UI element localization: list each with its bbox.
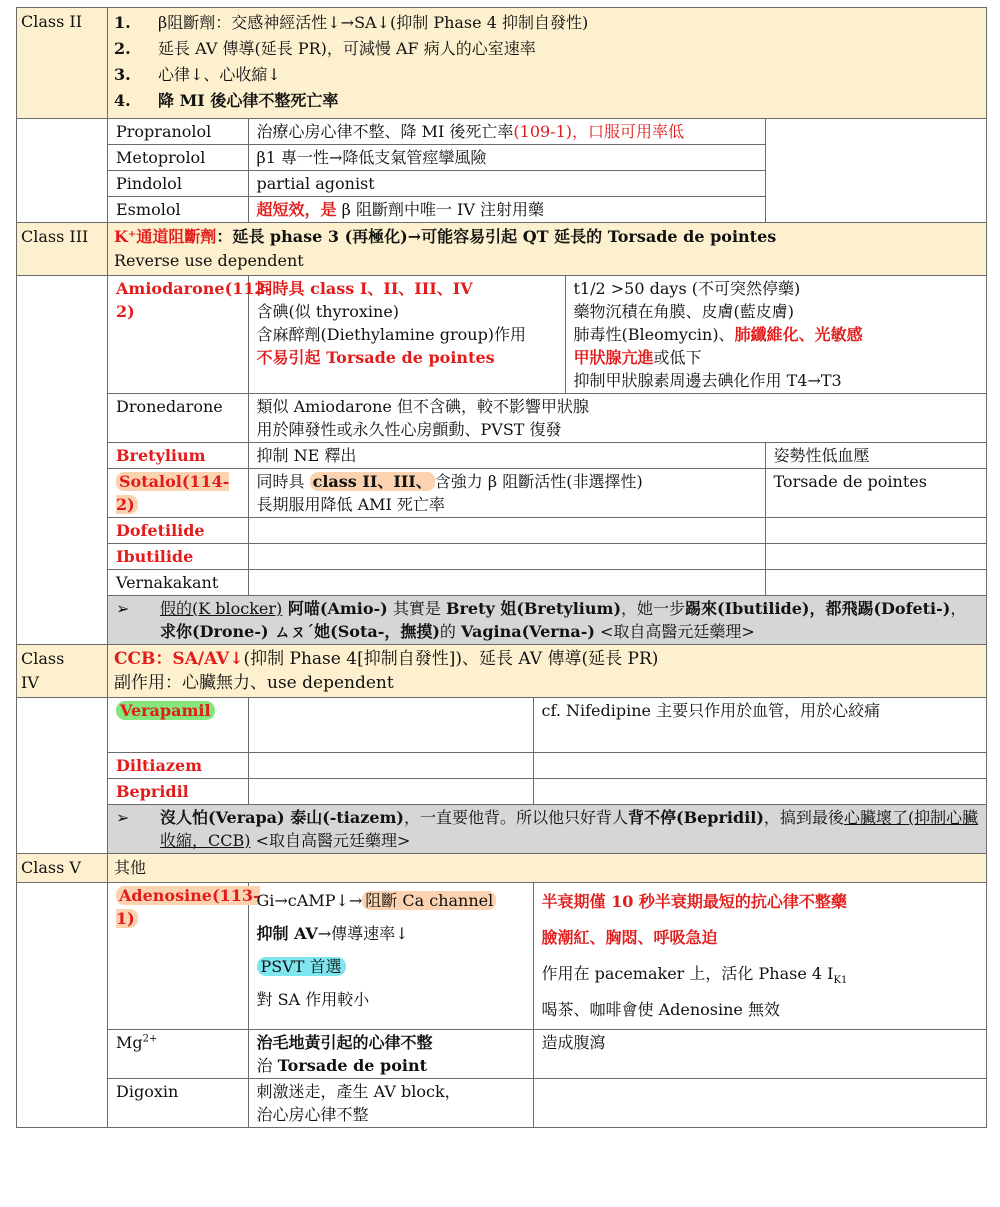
class-iii-drugs: [108, 276, 987, 645]
class-ii-drugs-row: [17, 119, 987, 223]
drug-name: Diltiazem: [108, 753, 248, 779]
drug-notes: 造成腹瀉: [533, 1030, 987, 1079]
arrow-bullet-icon: ➢: [116, 599, 130, 618]
antiarrhythmic-table: [16, 7, 987, 1128]
class-iv-summary: CCB：SA/AV↓(抑制 Phase 4[抑制自發性])、延長 AV 傳導(延長 PR) 副作用：心臟無力、use dependent: [108, 645, 987, 698]
drug-name: Dofetilide: [108, 518, 248, 544]
drug-row-esmolol: [108, 197, 987, 223]
class-ii-drugs: [108, 119, 987, 223]
drug-name: Bepridil: [108, 779, 248, 805]
drug-desc: 同時具 class II、III、 含強力 β 阻斷活性(非選擇性) 長期服用降低 AMI 死亡率: [248, 469, 765, 518]
class-ii-item: 1. β阻斷劑：交感神經活性↓→SA↓(抑制 Phase 4 抑制自發性): [114, 13, 589, 32]
class-iii-summary: K⁺通道阻斷劑：延長 phase 3 (再極化)→可能容易引起 QT 延長的 Torsade de pointes Reverse use dependent: [108, 223, 987, 276]
drug-row-amiodarone: [108, 276, 987, 394]
class-v-drugs: [108, 883, 987, 1128]
drug-row-metoprolol: [108, 145, 987, 171]
drug-row-pindolol: [108, 171, 987, 197]
mnemonic-note: ➢ 假的(K blocker) 阿喵(Amio-) 其實是 Brety 姐(Bretylium)，她一步踢來(Ibutilide)，都飛踢(Dofeti-)， 求你(Drone-) ㄙㄡˊ她(Sota-，撫摸)的 Vagina(Verna-) <取自高醫元廷藥理>: [108, 596, 987, 645]
class-ii-list: [114, 10, 980, 114]
drug-row-sotalol: [108, 469, 987, 518]
class-v-label: Class V: [17, 854, 108, 883]
drug-row-magnesium: [108, 1030, 987, 1079]
class-v-summary: 其他: [108, 854, 987, 883]
drug-row-digoxin: [108, 1079, 987, 1128]
drug-side-effect: 姿勢性低血壓: [765, 443, 987, 469]
drug-desc: 超短效，是 β 阻斷劑中唯一 IV 注射用藥: [248, 197, 765, 223]
class-ii-summary: [108, 8, 987, 119]
drug-notes: t1/2 >50 days (不可突然停藥) 藥物沉積在角膜、皮膚(藍皮膚) 肺毒性(Bleomycin)、肺纖維化、光敏感 甲狀腺亢進或低下 抑制甲狀腺素周邊去碘化作用 T4→T3: [565, 276, 987, 394]
class-iv-drugs: [108, 698, 987, 854]
drug-desc: 刺激迷走，產生 AV block， 治心房心律不整: [248, 1079, 533, 1128]
drug-name: Propranolol: [108, 119, 248, 145]
drug-side-effect: Torsade de pointes: [765, 469, 987, 518]
drug-row-adenosine: [108, 883, 987, 1030]
drug-name: Vernakakant: [108, 570, 248, 596]
drug-desc: 同時具 class I、II、III、IV 含碘(似 thyroxine) 含麻醉劑(Diethylamine group)作用 不易引起 Torsade de pointes: [248, 276, 565, 394]
class-iv-label: Class IV: [17, 645, 108, 698]
indent-cell: [17, 119, 108, 223]
class-ii-header-row: [17, 8, 987, 119]
drug-name: Digoxin: [108, 1079, 248, 1128]
class-iii-mnemonic-row: [108, 596, 987, 645]
indent-cell: [17, 883, 108, 1128]
drug-row-propranolol: [108, 119, 987, 145]
drug-row-bepridil: [108, 779, 987, 805]
class-ii-drug-table: [108, 119, 987, 222]
drug-desc: 治毛地黃引起的心律不整 治 Torsade de point: [248, 1030, 533, 1079]
class-v-drugs-row: [17, 883, 987, 1128]
drug-notes: cf. Nifedipine 主要只作用於血管，用於心絞痛: [533, 698, 987, 753]
drug-desc: Gi→cAMP↓→ 阻斷 Ca channel 抑制 AV→傳導速率↓ PSVT 首選 對 SA 作用較小: [248, 883, 533, 1030]
class-iv-drugs-row: [17, 698, 987, 854]
drug-desc: 類似 Amiodarone 但不含碘，較不影響甲狀腺 用於陣發性或永久性心房顫動、PVST 復發: [248, 394, 987, 443]
drug-desc: 治療心房心律不整、降 MI 後死亡率(109-1)，口服可用率低: [248, 119, 765, 145]
class-iv-drug-table: [108, 698, 987, 853]
drug-name: Bretylium: [108, 443, 248, 469]
drug-notes: 半衰期僅 10 秒半衰期最短的抗心律不整藥 臉潮紅、胸悶、呼吸急迫 作用在 pacemaker 上，活化 Phase 4 $I_{K1}$ 喝茶、咖啡會使 Adenosine 無效: [533, 883, 987, 1030]
drug-name: Esmolol: [108, 197, 248, 223]
drug-row-bretylium: [108, 443, 987, 469]
class-ii-label: Class II: [17, 8, 108, 119]
drug-desc: 抑制 NE 釋出: [248, 443, 765, 469]
pharmacology-notes-table: [16, 7, 986, 1128]
drug-name: $Mg^{2+}$: [108, 1030, 248, 1079]
drug-row-diltiazem: [108, 753, 987, 779]
drug-desc: partial agonist: [248, 171, 765, 197]
class-iii-label: Class III: [17, 223, 108, 276]
mnemonic-note: ➢ 沒人怕(Verapa) 泰山(-tiazem)，一直要他背。所以他只好背人背不停(Bepridil)，搞到最後心臟壞了(抑制心臟收縮，CCB) <取自高醫元廷藥理>: [108, 805, 987, 854]
class-ii-item: 2. 延長 AV 傳導(延長 PR)，可減慢 AF 病人的心室速率: [114, 39, 536, 58]
drug-name: Verapamil: [108, 698, 248, 753]
class-iii-drugs-row: [17, 276, 987, 645]
arrow-bullet-icon: ➢: [116, 808, 130, 827]
class-iv-mnemonic-row: [108, 805, 987, 854]
drug-name: Metoprolol: [108, 145, 248, 171]
drug-desc: β1 專一性→降低支氣管痙攣風險: [248, 145, 765, 171]
drug-row-ibutilide: [108, 544, 987, 570]
drug-row-vernakakant: [108, 570, 987, 596]
class-iv-header-row: [17, 645, 987, 698]
drug-row-dronedarone: [108, 394, 987, 443]
indent-cell: [17, 698, 108, 854]
drug-name: Ibutilide: [108, 544, 248, 570]
class-v-header-row: [17, 854, 987, 883]
drug-name: Pindolol: [108, 171, 248, 197]
class-v-drug-table: [108, 883, 987, 1127]
drug-name: Adenosine(113-1): [108, 883, 248, 1030]
indent-cell: [17, 276, 108, 645]
drug-name: Sotalol(114-2): [108, 469, 248, 518]
class-ii-item: 4. 降 MI 後心律不整死亡率: [114, 91, 339, 110]
class-ii-item: 3. 心律↓、心收縮↓: [114, 65, 281, 84]
class-iii-header-row: [17, 223, 987, 276]
drug-row-dofetilide: [108, 518, 987, 544]
drug-name: Amiodarone(112-2): [108, 276, 248, 394]
class-iii-drug-table: [108, 276, 987, 644]
drug-name: Dronedarone: [108, 394, 248, 443]
drug-row-verapamil: [108, 698, 987, 753]
